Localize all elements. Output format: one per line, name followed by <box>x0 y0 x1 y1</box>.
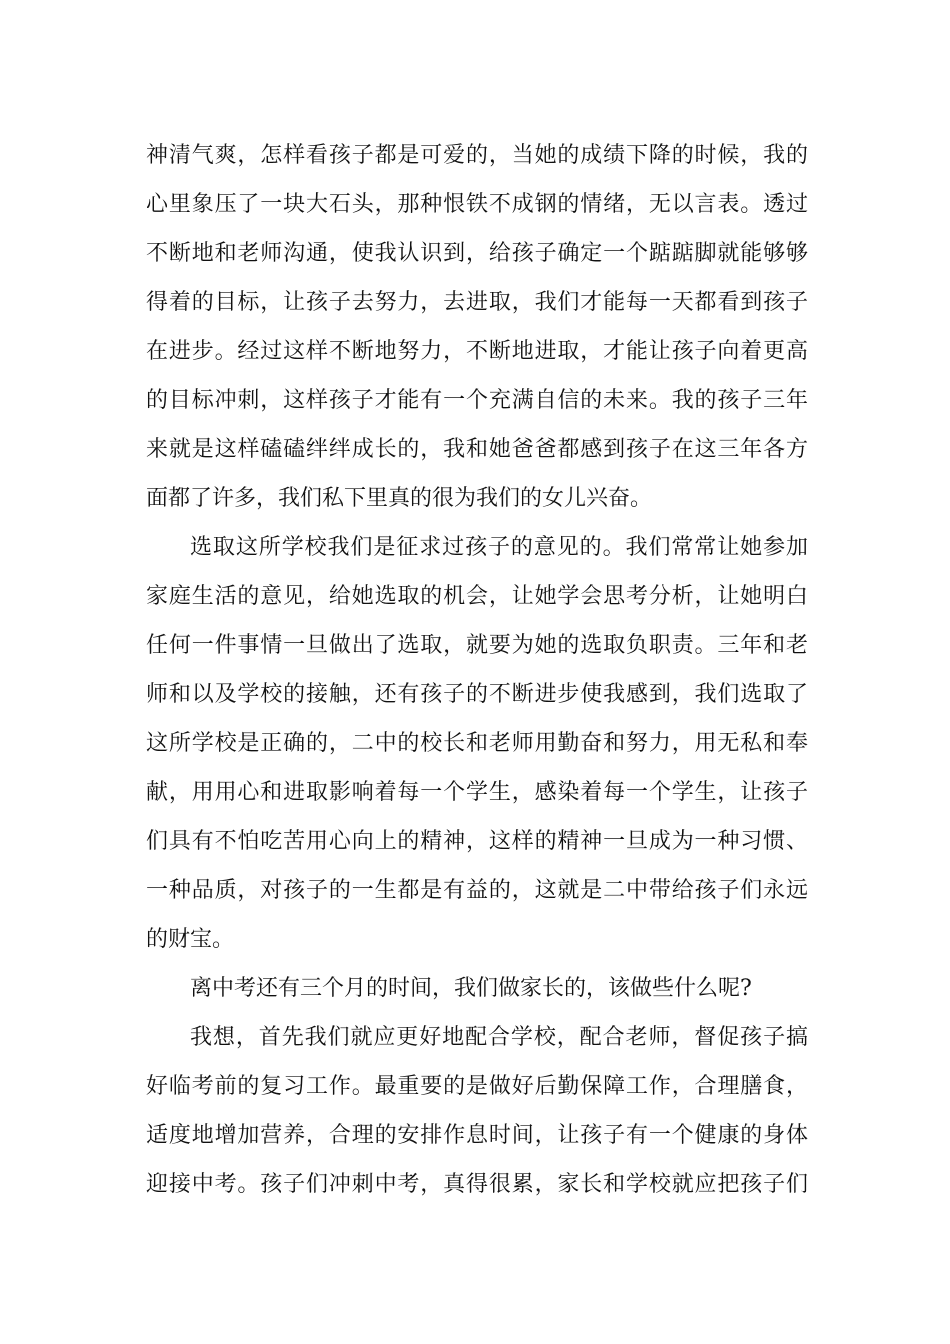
paragraph-first-line: 我想，首先我们就应更好地配合学校，配合老师，督促孩子搞 <box>190 1025 808 1050</box>
text-line: 一种品质，对孩子的一生都是有益的，这就是二中带给孩子们永远 <box>146 878 808 903</box>
text-line: 们具有不怕吃苦用心向上的精神，这样的精神一旦成为一种习惯、 <box>146 829 808 854</box>
text-line: 师和以及学校的接触，还有孩子的不断进步使我感到，我们选取了 <box>146 682 808 707</box>
body-text <box>146 131 808 1209</box>
text-line: 面都了许多，我们私下里真的很为我们的女儿兴奋。 <box>146 486 653 511</box>
text-line: 好临考前的复习工作。最重要的是做好后勤保障工作，合理膳食， <box>146 1074 808 1099</box>
text-line: 家庭生活的意见，给她选取的机会，让她学会思考分析，让她明白 <box>146 584 808 609</box>
text-line: 这所学校是正确的，二中的校长和老师用勤奋和努力，用无私和奉 <box>146 731 808 756</box>
text-line: 适度地增加营养，合理的安排作息时间，让孩子有一个健康的身体 <box>146 1123 808 1148</box>
text-line: 的财宝。 <box>146 927 235 952</box>
text-line: 心里象压了一块大石头，那种恨铁不成钢的情绪，无以言表。透过 <box>146 192 808 217</box>
paragraph-first-line: 离中考还有三个月的时间，我们做家长的，该做些什么呢? <box>190 976 752 1001</box>
text-line: 迎接中考。孩子们冲刺中考，真得很累，家长和学校就应把孩子们 <box>146 1172 808 1197</box>
paragraph-first-line: 选取这所学校我们是征求过孩子的意见的。我们常常让她参加 <box>190 535 808 560</box>
text-line: 献，用用心和进取影响着每一个学生，感染着每一个学生，让孩子 <box>146 780 808 805</box>
text-line: 在进步。经过这样不断地努力，不断地进取，才能让孩子向着更高 <box>146 339 808 364</box>
text-line: 得着的目标，让孩子去努力，去进取，我们才能每一天都看到孩子 <box>146 290 808 315</box>
text-line: 不断地和老师沟通，使我认识到，给孩子确定一个踮踮脚就能够够 <box>146 241 808 266</box>
text-line: 任何一件事情一旦做出了选取，就要为她的选取负职责。三年和老 <box>146 633 808 658</box>
text-line: 的目标冲刺，这样孩子才能有一个充满自信的未来。我的孩子三年 <box>146 388 808 413</box>
text-line: 来就是这样磕磕绊绊成长的，我和她爸爸都感到孩子在这三年各方 <box>146 437 808 462</box>
text-line: 神清气爽，怎样看孩子都是可爱的，当她的成绩下降的时候，我的 <box>146 143 808 168</box>
